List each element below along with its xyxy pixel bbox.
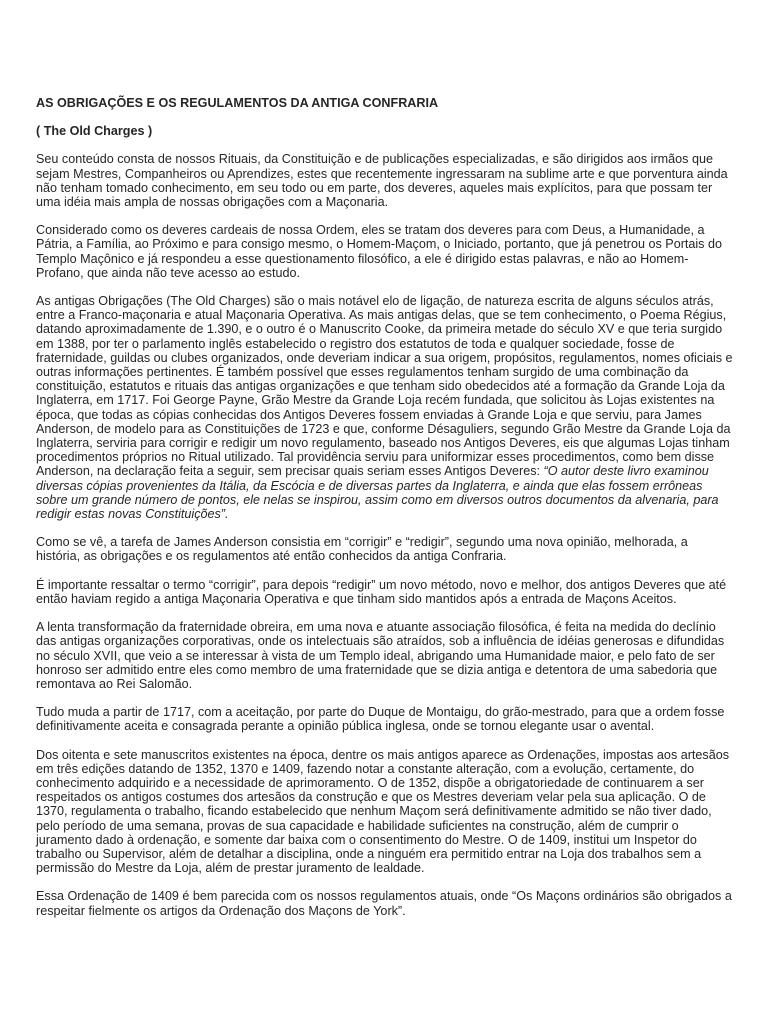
- paragraph-deveres-cardeais: Considerado como os deveres cardeais de nossa Ordem, eles se tratam dos deveres para com Deus, a Humanidade, a Pátria, a Família, ao Próximo e para consigo mesmo, o Homem-Maçom, o Iniciado, portanto, que já penetrou os Portais do Templo Maçônico e já respondeu a esse questionamento filosófico, a ele é dirigido estas palavras, e não ao Homem-Profano, que ainda não teve acesso ao estudo.: [36, 223, 722, 280]
- paragraph-old-charges-text: As antigas Obrigações (The Old Charges) são o mais notável elo de ligação, de natureza escrita de alguns séculos atrás, entre a Franco-maçonaria e atual Maçonaria Operativa. As mais antigas delas, que se tem conhecimento, o Poema Régius, datando aproximadamente de 1.390, e o outro é o Manuscrito Cooke, da primeira metade do século XV e que teria surgido em 1388, por ter o parlamento inglês estabelecido o registro dos estatutos de toda e qualquer sociedade, fosse de fraternidade, guildas ou clubes organizados, onde deveriam indicar a sua origem, propósitos, regulamentos, nomes oficiais e outras informações pertinentes. É também possível que esses regulamentos tenham surgido de uma combinação da constituição, estatutos e rituais das antigas organizações e que tenham sido obedecidos até a formação da Grande Loja da Inglaterra, em 1717. Foi George Payne, Grão Mestre da Grande Loja recém fundada, que solicitou às Lojas existentes na época, que todas as cópias conhecidas dos Antigos Deveres fossem enviadas à Grande Loja e que serviu, para James Anderson, de modelo para as Constituições de 1723 e que, conforme Désaguliers, segundo Grão Mestre da Grande Loja da Inglaterra, serviria para corrigir e redigir um novo regulamento, baseado nos Antigos Deveres, eis que algumas Lojas tinham procedimentos próprios no Ritual utilizado. Tal providência serviu para uniformizar esses procedimentos, como bem disse Anderson, na declaração feita a seguir, sem precisar quais seriam esses Antigos Deveres:: [36, 294, 733, 479]
- document-subtitle: ( The Old Charges ): [36, 124, 153, 139]
- paragraph-ordenacao-1409: Essa Ordenação de 1409 é bem parecida com os nossos regulamentos atuais, onde “Os Maçons ordinários são obrigados a respeitar fielmente os artigos da Ordenação dos Maçons de York”.: [36, 889, 732, 918]
- paragraph-transformacao: A lenta transformação da fraternidade obreira, em uma nova e atuante associação filosófica, é feita na medida do declínio das antigas organizações corporativas, onde os intelectuais são atraídos, sob a influência de idéias generosas e difundidas no século XVII, que veio a se interessar à vista de um Templo ideal, abrigando uma Humanidade maior, e pelo fato de ser honroso ser admitido entre eles como membro de uma fraternidade que se dizia antiga e detentora de uma sabedoria que remontava ao Rei Salomão.: [36, 620, 725, 691]
- paragraph-old-charges: [36, 294, 734, 521]
- paragraph-anderson-task: Como se vê, a tarefa de James Anderson consistia em “corrigir” e “redigir”, segundo uma nova opinião, melhorada, a história, as obrigações e os regulamentos até então conhecidos da antiga Confraria.: [36, 535, 688, 564]
- paragraph-intro: Seu conteúdo consta de nossos Rituais, da Constituição e de publicações especializadas, e são dirigidos aos irmãos que sejam Mestres, Companheiros ou Aprendizes, estes que recentemente ingressaram na sublime arte e que porventura ainda não tenham tomado conhecimento, em seu todo ou em parte, dos deveres, aqueles mais explícitos, para que possam ter uma idéia mais ampla de nossas obrigações com a Maçonaria.: [36, 152, 728, 210]
- paragraph-corrigir: É importante ressaltar o termo “corrigir”, para depois “redigir” um novo método, novo e melhor, dos antigos Deveres que até então haviam regido a antiga Maçonaria Operativa e que tinham sido mantidos após a entrada de Maçons Aceitos.: [36, 577, 727, 606]
- document-page: [36, 96, 734, 932]
- document-title: AS OBRIGAÇÕES E OS REGULAMENTOS DA ANTIGA CONFRARIA: [36, 96, 439, 110]
- paragraph-manuscritos: Dos oitenta e sete manuscritos existentes na época, dentre os mais antigos aparece as Ordenações, impostas aos artesãos em três edições datando de 1352, 1370 e 1409, fazendo notar a constante alteração, com a evolução, certamente, do conhecimento adquirido e a necessidade de aprimoramento. O de 1352, dispõe a obrigatoriedade de continuarem a ser respeitados os antigos costumes dos artesãos da construção e que os Mestres deveriam velar pela sua aplicação. O de 1370, regulamenta o trabalho, ficando estabelecido que nenhum Maçom será definitivamente admitido se não tiver dado, pelo período de uma semana, provas de sua capacidade e habilidade suficientes na construção, além de cumprir o juramento dado à ordenação, e somente dar baixa com o consentimento do Mestre. O de 1409, institui um Inspetor do trabalho ou Supervisor, além de detalhar a disciplina, onde a ninguém era permitido entrar na Loja dos trabalhos sem a permissão do Mestre da Loja, além de prestar juramento de lealdade.: [36, 747, 730, 876]
- anderson-quote: “O autor deste livro examinou diversas cópias provenientes da Itália, da Escócia e de diversas partes da Inglaterra, e ainda que elas fossem errôneas sobre um grande número de pontos, ele nelas se inspirou, assim como em diversos outros documentos da alvenaria, para redigir estas novas Constituições”.: [36, 464, 719, 522]
- paragraph-1717: Tudo muda a partir de 1717, com a aceitação, por parte do Duque de Montaigu, do grão-mestrado, para que a ordem fosse definitivamente aceita e consagrada perante a opinião pública inglesa, onde se tornou elegante usar o avental.: [36, 705, 725, 734]
